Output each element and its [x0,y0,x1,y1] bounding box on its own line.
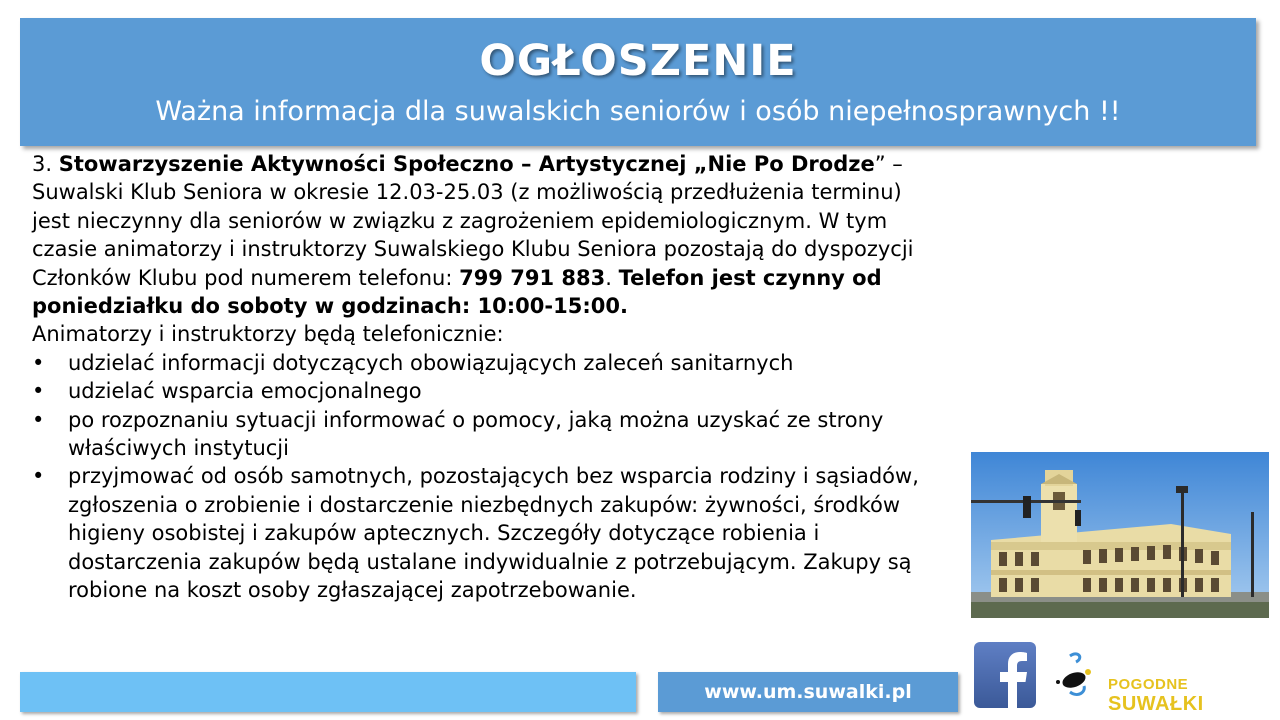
list-item: • po rozpoznaniu sytuacji informować o pomocy, jaką można uzyskać ze strony właściwych instytucji [32,406,932,463]
list-item: • przyjmować od osób samotnych, pozostających bez wsparcia rodziny i sąsiadów, zgłoszenia o zrobienie i dostarczenie niezbędnych zakupów: żywności, środków higieny osobistej i zakupów aptecznych. Szczegóły dotyczące robienia i dostarczenia zakupów będą ustalane indywidualnie z potrzebującym. Zakupy są robione na koszt osoby zgłaszającej zapotrzebowanie. [32,462,932,604]
logo-word-suwalki: SUWAŁKI [1108,693,1204,715]
closure-info: Suwalski Klub Seniora w okresie 12.03-25.03 (z możliwością przedłużenia terminu) jest nieczynny dla seniorów w związku z zagrożeniem epidemiologicznym. W tym czasie animatorzy i instruktorzy Suwalskiego Klubu Seniora pozostają do dyspozycji Członków Klubu pod numerem telefonu: [32,180,914,290]
phone-hours: Telefon jest czynny od poniedziałku do soboty w godzinach: 10:00-15:00. [32,265,882,319]
list-item: • udzielać wsparcia emocjonalnego [32,377,932,405]
quote-close: ” – [874,152,903,176]
facebook-icon[interactable] [974,642,1036,708]
services-intro: Animatorzy i instruktorzy będą telefonicznie: [32,322,504,347]
services-list [32,349,932,605]
town-hall-illustration [971,452,1269,618]
town-hall-photo [971,452,1269,618]
list-item: • udzielać informacji dotyczących obowiązujących zaleceń sanitarnych [32,349,932,377]
logo-text [1108,676,1280,716]
logo-word-pogodne: POGODNE [1108,676,1189,693]
page-title: OGŁOSZENIE [479,36,797,86]
header-banner [20,18,1256,146]
footer-bar [20,672,636,712]
footer-url[interactable]: www.um.suwalki.pl [658,672,958,712]
page-subtitle: Ważna informacja dla suwalskich seniorów i osób niepełnosprawnych !! [155,96,1121,127]
phone-number: 799 791 883 [459,265,606,290]
announcement-body [32,150,932,605]
organization-name: Stowarzyszenie Aktywności Społeczno – Artystycznej „Nie Po Drodze [58,152,875,176]
announcement-paragraph [32,150,932,320]
phone-dot: . [605,265,619,290]
item-number: 3. [32,152,59,176]
pogodne-suwalki-logo [1048,648,1096,700]
